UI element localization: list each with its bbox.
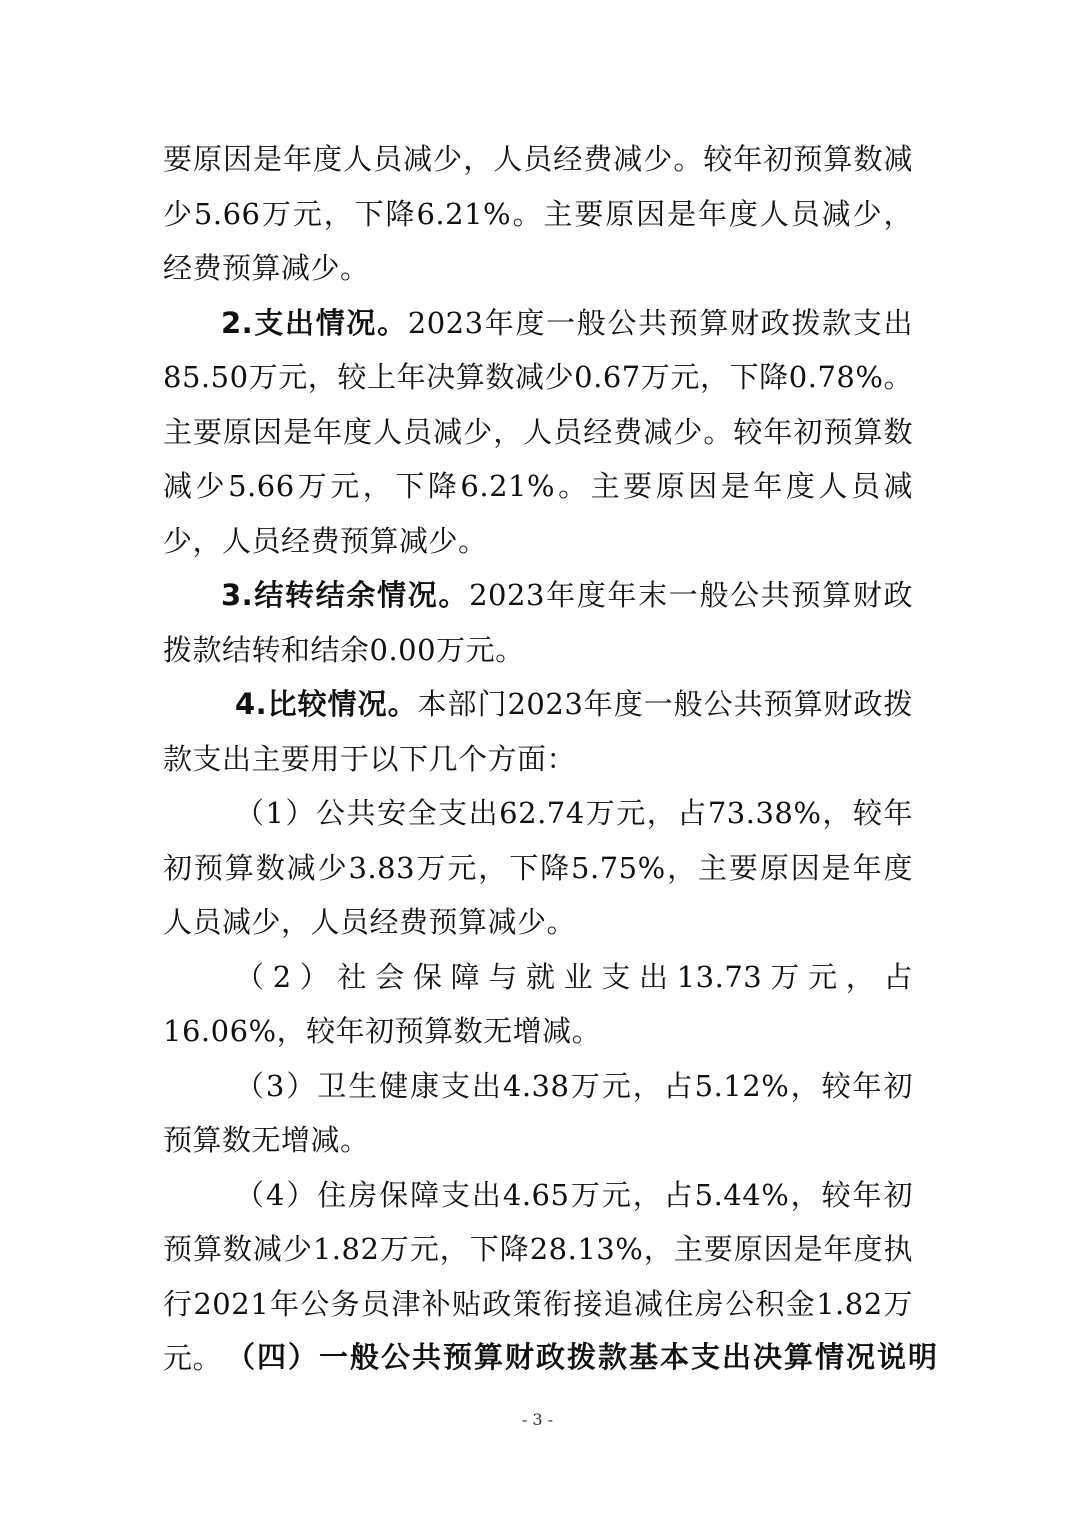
paragraph-item-public-security: （1）公共安全支出62.74万元，占73.38%，较年初预算数减少3.83万元，下降5.75%，主要原因是年度人员减少，人员经费预算减少。	[163, 796, 913, 939]
section-heading: （四）一般公共预算财政拨款基本支出决算情况说明	[226, 1340, 940, 1374]
paragraph-item-housing: （4）住房保障支出4.65万元，占5.44%，较年初预算数减少1.82万元，下降28.13%，主要原因是年度执行2021年公务员津补贴政策衔接追减住房公积金1.82万元。	[163, 1177, 913, 1375]
paragraph-carryover	[163, 568, 913, 677]
paragraph-expenditure	[163, 296, 913, 569]
page-number: - 3 -	[521, 1410, 554, 1429]
paragraph-expenditure-text: 2023年度一般公共预算财政拨款支出85.50万元，较上年决算数减少0.67万元，下降0.78%。主要原因是年度人员减少，人员经费减少。较年初预算数减少5.66万元，下降6.21%。主要原因是年度人员减少，人员经费预算减少。	[163, 305, 913, 558]
body-text	[163, 132, 913, 1386]
section-lead-carryover: 3.结转结余情况。	[221, 578, 470, 612]
paragraph-item-social-security: （2）社会保障与就业支出13.73万元，占16.06%，较年初预算数无增减。	[163, 959, 913, 1048]
paragraph-income-continuation: 要原因是年度人员减少，人员经费减少。较年初预算数减少5.66万元，下降6.21%。主要原因是年度人员减少，经费预算减少。	[163, 142, 913, 285]
paragraph-comparison	[163, 677, 913, 786]
section-lead-comparison: 4.比较情况。	[235, 687, 418, 721]
paragraph-comparison-text: 本部门2023年度一般公共预算财政拨款支出主要用于以下几个方面：	[163, 687, 913, 776]
section-lead-expenditure: 2.支出情况。	[221, 305, 408, 340]
paragraph-item-health: （3）卫生健康支出4.38万元，占5.12%，较年初预算数无增减。	[163, 1068, 913, 1157]
paragraph-carryover-text: 2023年度年末一般公共预算财政拨款结转和结余0.00万元。	[163, 578, 913, 667]
